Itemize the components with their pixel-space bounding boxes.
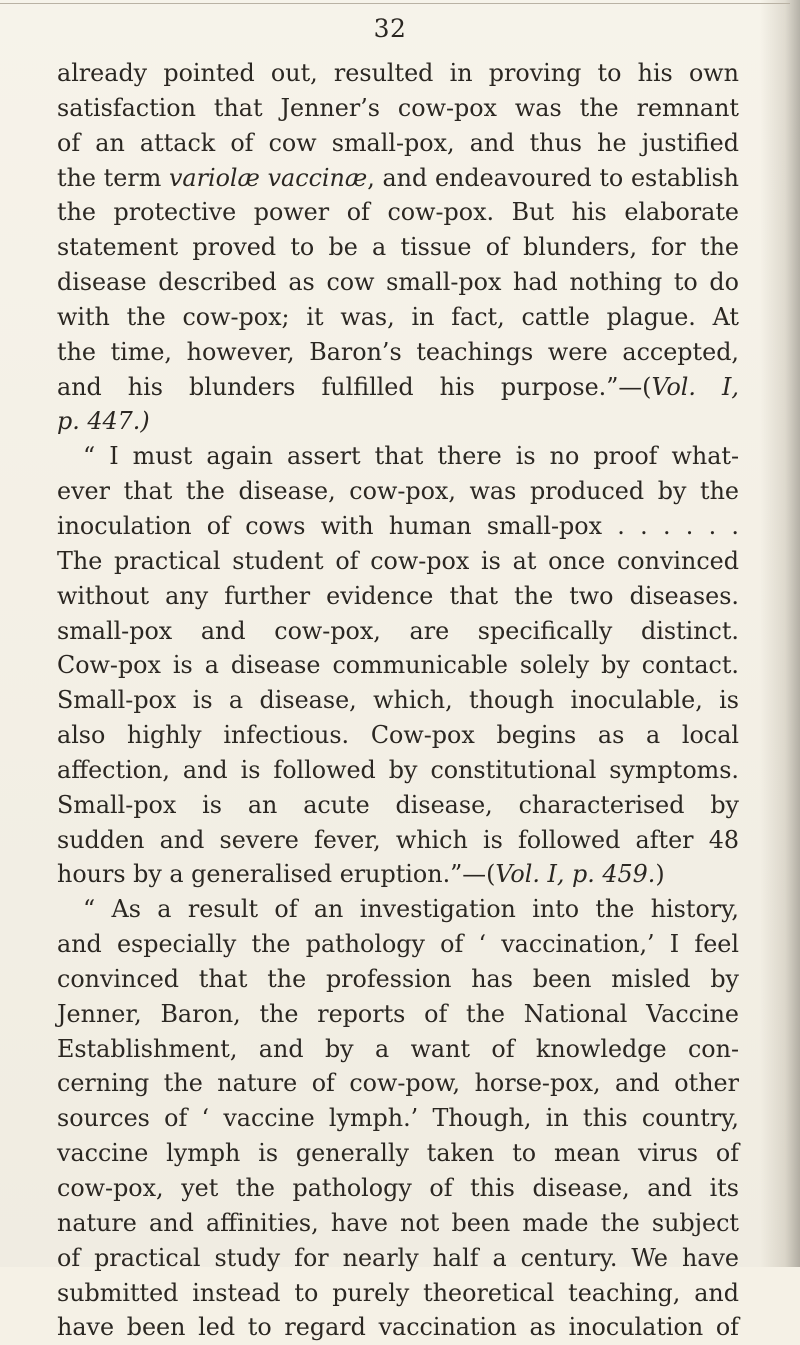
text-fragment: without any further evidence that the two diseases. (57, 581, 739, 610)
text-fragment: hours by a generalised eruption.”—( (57, 860, 496, 889)
text-line (57, 300, 739, 335)
text-fragment: of practical study for nearly half a century. We have (57, 1243, 739, 1272)
page-number: 32 (373, 14, 407, 43)
text-line (57, 648, 739, 683)
text-fragment: nature and affinities, have not been made the subject (57, 1208, 739, 1237)
text-fragment: affection, and is followed by constitutional symptoms. (57, 755, 739, 784)
text-line (57, 91, 739, 126)
text-fragment: ) (655, 860, 665, 889)
text-fragment: Small-pox is an acute disease, characterised by (57, 790, 739, 819)
text-line (57, 857, 739, 892)
italic-text: Vol. I, p. 459. (495, 860, 656, 889)
text-fragment: , and endeavoured to establish (367, 163, 739, 192)
text-fragment: Small-pox is a disease, which, though inoculable, is (57, 686, 739, 715)
text-line (57, 474, 739, 509)
text-line (57, 161, 739, 196)
text-fragment: with the cow-pox; it was, in fact, cattle plague. At (57, 302, 739, 331)
top-edge-rule (0, 3, 790, 4)
text-line (57, 1276, 739, 1311)
text-line (57, 544, 739, 579)
text-line (57, 1136, 739, 1171)
text-line (57, 1206, 739, 1241)
body-text (57, 56, 739, 1345)
text-line (57, 1032, 739, 1067)
text-fragment: sudden and severe fever, which is followed after 48 (57, 825, 739, 854)
text-fragment: cerning the nature of cow-pow, horse-pox, and other (57, 1069, 739, 1098)
text-fragment: vaccine lymph is generally taken to mean virus of (57, 1139, 739, 1168)
text-line (57, 1171, 739, 1206)
italic-text: variolæ vaccinæ (168, 163, 368, 192)
text-line (57, 788, 739, 823)
text-line (57, 683, 739, 718)
text-fragment: of an attack of cow small-pox, and thus he justified (57, 128, 739, 157)
text-line (57, 1066, 739, 1101)
text-line (57, 892, 739, 927)
text-line (57, 579, 739, 614)
text-fragment: submitted instead to purely theoretical teaching, and (57, 1278, 739, 1307)
text-fragment: Cow-pox is a disease communicable solely by contact. (57, 651, 739, 680)
italic-text: p. 447.) (57, 407, 150, 436)
text-line (57, 370, 739, 405)
italic-text: Vol. I, (651, 372, 739, 401)
text-line (57, 1101, 739, 1136)
text-line (57, 962, 739, 997)
text-line (57, 614, 739, 649)
text-line (57, 439, 739, 474)
text-fragment: the time, however, Baron’s teachings were accepted, (57, 337, 739, 366)
text-line (57, 753, 739, 788)
text-fragment: The practical student of cow-pox is at once convinced (57, 546, 739, 575)
text-fragment: have been led to regard vaccination as inoculation of (57, 1313, 739, 1342)
text-line (57, 718, 739, 753)
text-fragment: and his blunders fulfilled his purpose.”—( (57, 372, 652, 401)
text-line (57, 997, 739, 1032)
text-line (57, 265, 739, 300)
text-line (57, 404, 739, 439)
text-fragment: satisfaction that Jenner’s cow-pox was the remnant (57, 93, 739, 122)
text-fragment: disease described as cow small-pox had nothing to do (57, 268, 739, 297)
text-fragment: “ I must again assert that there is no proof what- (83, 442, 739, 471)
text-line (57, 1241, 739, 1276)
text-fragment: cow-pox, yet the pathology of this disease, and its (57, 1174, 739, 1202)
text-fragment: the term (57, 163, 169, 192)
text-line (57, 335, 739, 370)
text-line (57, 126, 739, 161)
text-fragment: also highly infectious. Cow-pox begins as a local (57, 721, 739, 750)
text-line (57, 509, 739, 544)
text-line (57, 927, 739, 962)
text-fragment: already pointed out, resulted in proving to his own (57, 59, 739, 87)
text-line (57, 823, 739, 858)
text-fragment: Establishment, and by a want of knowledge con- (57, 1034, 739, 1063)
text-line (57, 230, 739, 265)
text-fragment: “ As a result of an investigation into the history, (83, 895, 739, 924)
text-fragment: ever that the disease, cow-pox, was produced by the (57, 477, 739, 506)
text-line (57, 56, 739, 91)
text-fragment: sources of ‘ vaccine lymph.’ Though, in this country, (57, 1104, 739, 1133)
text-fragment: Jenner, Baron, the reports of the National Vaccine (57, 999, 739, 1028)
text-line (57, 195, 739, 230)
text-fragment: small-pox and cow-pox, are specifically distinct. (57, 616, 739, 645)
text-fragment: statement proved to be a tissue of blunders, for the (57, 233, 739, 262)
text-fragment: inoculation of cows with human small-pox . . . . . . (57, 511, 739, 540)
text-fragment: convinced that the profession has been misled by (57, 964, 739, 993)
text-fragment: the protective power of cow-pox. But his elaborate (57, 198, 739, 227)
text-fragment: and especially the pathology of ‘ vaccination,’ I feel (57, 930, 739, 959)
text-line (57, 1310, 739, 1345)
